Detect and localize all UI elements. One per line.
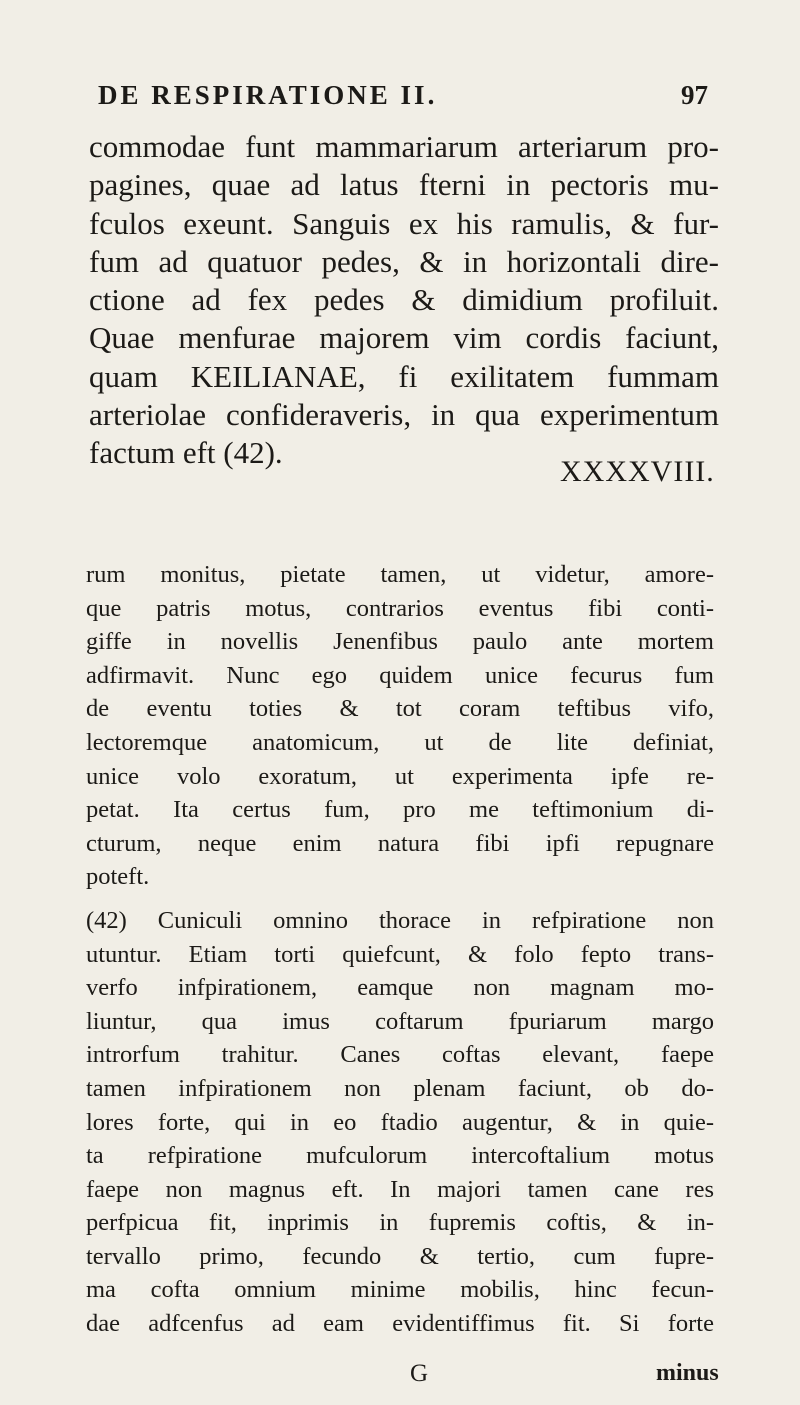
note-line: ma cofta omnium minime mobilis, hinc fecun- [86,1276,714,1304]
main-line: quam KEILIANAE, fi exilitatem fummam [89,358,719,394]
note-line: que patris motus, contrarios eventus fibi conti- [86,594,714,622]
note-line: giffe in novellis Jenenfibus paulo ante mortem [86,628,714,656]
footnote-42-line: (42) Cuniculi omnino thorace in refpiratione non [86,906,714,934]
section-marker: XXXXVIII. [560,455,715,488]
note-line: adfirmavit. Nunc ego quidem unice fecurus fum [86,661,714,689]
catchword: minus [656,1360,719,1386]
note-line: introrfum trahitur. Canes coftas elevant, faepe [86,1041,714,1069]
note-line: lectoremque anatomicum, ut de lite definiat, [86,728,714,756]
note-line: de eventu toties & tot coram teftibus vifo, [86,695,714,723]
signature-mark: G [410,1360,429,1387]
note-line: dae adfcenfus ad eam evidentiffimus fit. Si forte [86,1310,714,1338]
note-line: verfo infpirationem, eamque non magnam mo- [86,974,714,1002]
main-line: commodae funt mammariarum arteriarum pro- [89,129,719,164]
note-line: lores forte, qui in eo ftadio augentur, & in quie- [86,1108,714,1136]
note-line: unice volo exoratum, ut experimenta ipfe re- [86,762,714,790]
note-line: faepe non magnus eft. In majori tamen cane res [86,1175,714,1203]
main-line: factum eft (42). [89,435,283,471]
main-line: ctione ad fex pedes & dimidium profiluit. [89,282,719,318]
note-line: petat. Ita certus fum, pro me teftimonium di- [86,796,714,824]
note-line: ta refpiratione mufculorum intercoftalium motus [86,1142,714,1170]
note-line: liuntur, qua imus coftarum fpuriarum margo [86,1007,714,1035]
main-line: fum ad quatuor pedes, & in horizontali dire- [89,243,719,279]
note-line: utuntur. Etiam torti quiefcunt, & folo fepto trans- [86,940,714,968]
main-line: arteriolae confideraveris, in qua experimentum [89,397,719,433]
page-number: 97 [681,80,708,110]
note-line: tamen infpirationem non plenam faciunt, ob do- [86,1074,714,1102]
note-line: tervallo primo, fecundo & tertio, cum fupre- [86,1242,714,1270]
main-text [89,128,719,473]
running-header [98,80,708,120]
note-line: cturum, neque enim natura fibi ipfi repugnare [86,829,714,857]
main-line: fculos exeunt. Sanguis ex his ramulis, & fur- [89,205,719,241]
footnotes [86,558,714,1341]
running-title: DE RESPIRATIONE II. [98,80,438,110]
note-line: rum monitus, pietate tamen, ut videtur, amore- [86,561,714,588]
main-line: Quae menfurae majorem vim cordis faciunt, [89,320,719,356]
main-line: pagines, quae ad latus fterni in pectoris mu- [89,167,719,203]
note-line: poteft. [86,863,150,891]
note-line: perfpicua fit, inprimis in fupremis coftis, & in- [86,1209,714,1237]
